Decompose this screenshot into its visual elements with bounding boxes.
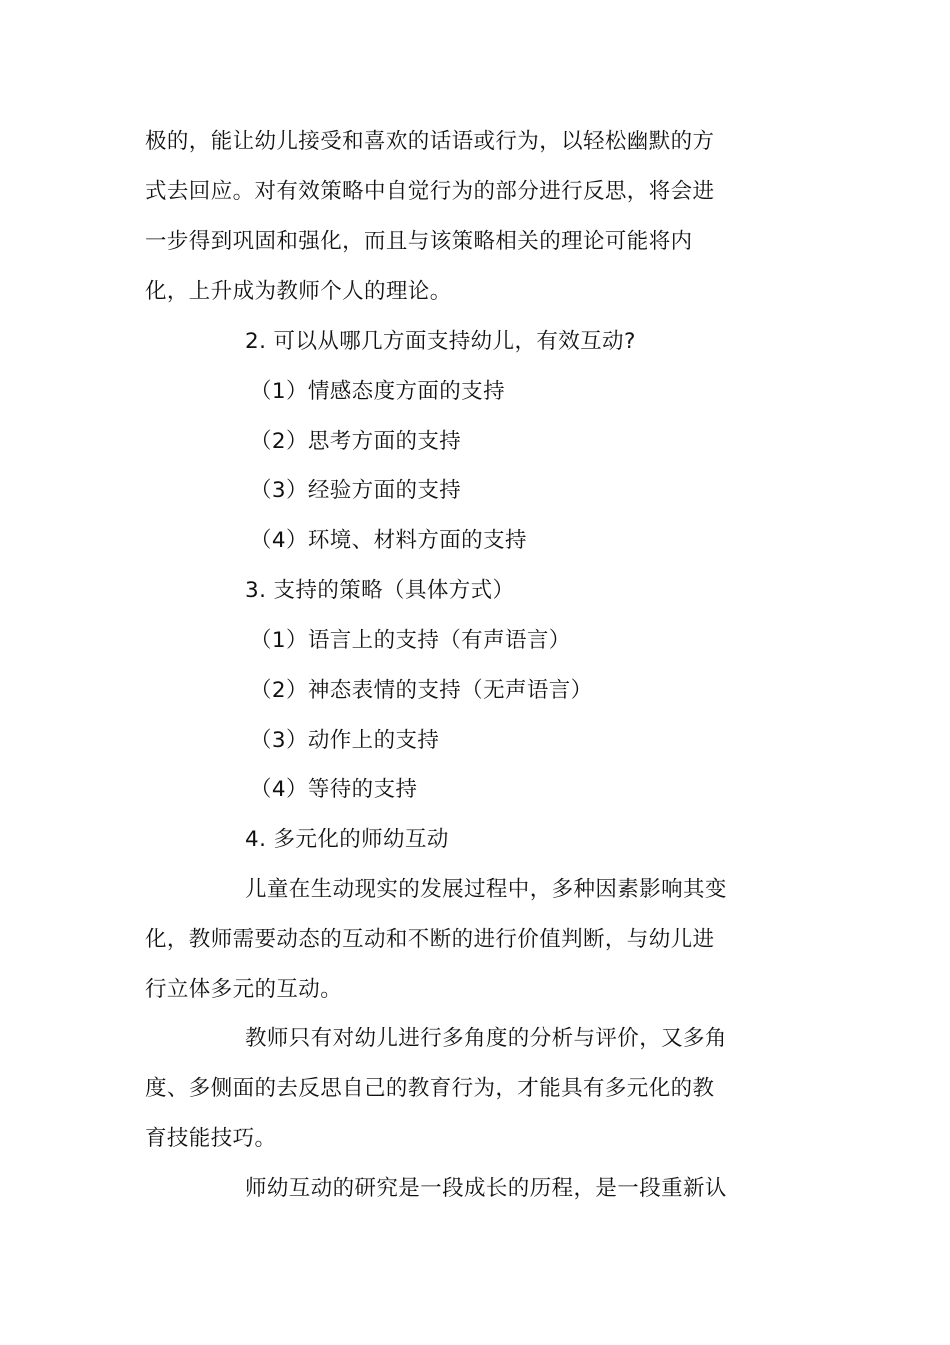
section-heading-4: 4. 多元化的师幼互动 [245, 827, 449, 852]
list-item: （1）语言上的支持（有声语言） [250, 628, 571, 653]
paragraph-line: 一步得到巩固和强化，而且与该策略相关的理论可能将内 [145, 229, 693, 254]
paragraph-line: 化，教师需要动态的互动和不断的进行价值判断，与幼儿进 [145, 927, 715, 952]
paragraph-line: 化，上升成为教师个人的理论。 [145, 279, 452, 304]
list-item: （2）思考方面的支持 [250, 429, 462, 454]
paragraph-line: 育技能技巧。 [145, 1126, 277, 1151]
paragraph-line: 教师只有对幼儿进行多角度的分析与评价，又多角 [245, 1026, 727, 1051]
paragraph-line: 儿童在生动现实的发展过程中，多种因素影响其变 [245, 877, 727, 902]
list-item: （2）神态表情的支持（无声语言） [250, 678, 593, 703]
list-item: （4）环境、材料方面的支持 [250, 528, 527, 553]
list-item: （3）经验方面的支持 [250, 478, 462, 503]
paragraph-line: 行立体多元的互动。 [145, 977, 343, 1002]
section-heading-2: 2. 可以从哪几方面支持幼儿，有效互动? [245, 329, 636, 354]
paragraph-line: 极的，能让幼儿接受和喜欢的话语或行为，以轻松幽默的方 [145, 129, 715, 154]
paragraph-line: 师幼互动的研究是一段成长的历程，是一段重新认 [245, 1176, 727, 1201]
section-heading-3: 3. 支持的策略（具体方式） [245, 578, 515, 603]
list-item: （1）情感态度方面的支持 [250, 379, 505, 404]
list-item: （4）等待的支持 [250, 777, 418, 802]
list-item: （3）动作上的支持 [250, 728, 440, 753]
paragraph-line: 度、多侧面的去反思自己的教育行为，才能具有多元化的教 [145, 1076, 715, 1101]
paragraph-line: 式去回应。对有效策略中自觉行为的部分进行反思，将会进 [145, 179, 715, 204]
